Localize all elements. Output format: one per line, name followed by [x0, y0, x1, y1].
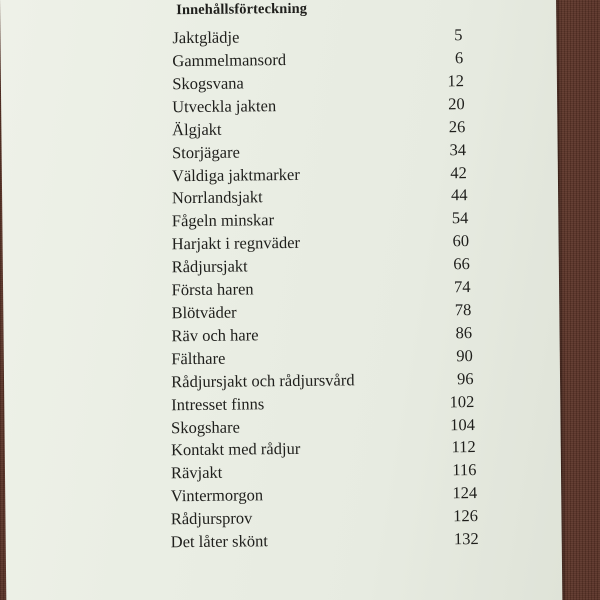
toc-entry-page-number: 42 [450, 162, 467, 182]
toc-entry [172, 71, 464, 96]
toc-entry-title: Blötväder [171, 302, 237, 323]
toc-entry-title: Jaktglädje [172, 27, 240, 48]
toc-entry-page-number: 26 [448, 116, 466, 136]
toc-entry-page-number: 104 [450, 414, 476, 434]
toc-entry-title: Älgjakt [171, 119, 222, 139]
toc-entry-page-number: 102 [449, 391, 475, 411]
toc-entry-page-number: 54 [451, 208, 469, 228]
toc-entry-title: Utveckla jakten [172, 95, 277, 116]
toc-entry-page-number: 112 [451, 437, 476, 457]
toc-entry [171, 415, 475, 440]
toc-entry [172, 163, 467, 188]
toc-entry [171, 369, 474, 394]
toc-entry-title: Vintermorgon [170, 485, 264, 506]
toc-entry-page-number: 132 [453, 529, 479, 549]
toc-entry-page-number: 74 [453, 277, 471, 297]
toc-entry-title: Kontakt med rådjur [170, 439, 301, 460]
toc-entry [172, 208, 469, 233]
toc-entry [171, 277, 470, 302]
toc-entry [172, 254, 470, 279]
toc-entry-title: Rådjursjakt och rådjursvård [171, 369, 355, 391]
toc-entry-page-number: 12 [447, 70, 464, 91]
toc-entry [171, 346, 473, 371]
toc-entry-title: Rådjursprov [170, 508, 253, 529]
toc-entry [172, 25, 462, 50]
toc-entry [171, 529, 479, 554]
toc-entry-title: Norrlandsjakt [171, 187, 263, 208]
toc-entry [171, 483, 478, 508]
toc-title: Innehållsförteckning [176, 0, 308, 19]
toc-entry [171, 392, 474, 417]
toc-entry-title: Fågeln minskar [171, 210, 275, 231]
toc-entry-title: Räv och hare [171, 325, 259, 346]
toc-entry-page-number: 126 [453, 506, 479, 526]
toc-entry-title: Storjägare [171, 141, 240, 162]
toc-entry-page-number: 34 [449, 139, 467, 159]
toc-entry-title: Fälthare [171, 348, 226, 368]
toc-entry-page-number: 116 [452, 460, 477, 480]
toc-entry [172, 231, 470, 256]
toc-entry-page-number: 20 [448, 93, 465, 113]
toc-entry-title: Gammelmansord [172, 49, 287, 71]
toc-entry-page-number: 90 [456, 345, 473, 365]
toc-entry-page-number: 5 [454, 25, 463, 45]
toc-entry-title: Det låter skönt [170, 531, 268, 552]
toc-entry [172, 140, 466, 165]
toc-entry [171, 323, 472, 348]
toc-entry [172, 94, 465, 119]
toc-entry-title: Intresset finns [171, 393, 265, 414]
toc-entry [171, 437, 476, 462]
toc-entry-title: Första haren [171, 279, 254, 300]
toc-entry-page-number: 60 [452, 231, 470, 251]
toc-entry-title: Väldiga jaktmarker [171, 164, 300, 185]
toc-entry [171, 300, 471, 325]
toc-entry-title: Skogshare [171, 417, 240, 437]
toc-entry-page-number: 6 [454, 48, 464, 68]
toc-entry-title: Harjakt i regnväder [171, 233, 301, 254]
toc-entry [171, 460, 477, 485]
toc-entry-page-number: 44 [450, 185, 468, 205]
toc-entry [171, 506, 478, 531]
toc-entry-title: Rävjakt [170, 462, 223, 483]
toc-entry [172, 117, 466, 142]
toc-entry [172, 48, 463, 73]
toc-entry-title: Rådjursjakt [171, 256, 248, 277]
toc-entry-page-number: 96 [456, 368, 474, 388]
toc-entry-title: Skogsvana [172, 73, 244, 93]
toc-entry-page-number: 66 [453, 254, 470, 274]
toc-entry-page-number: 78 [454, 299, 472, 320]
toc-entry-page-number: 124 [452, 483, 478, 503]
toc-entry [172, 186, 468, 211]
toc-entry-page-number: 86 [455, 322, 473, 343]
